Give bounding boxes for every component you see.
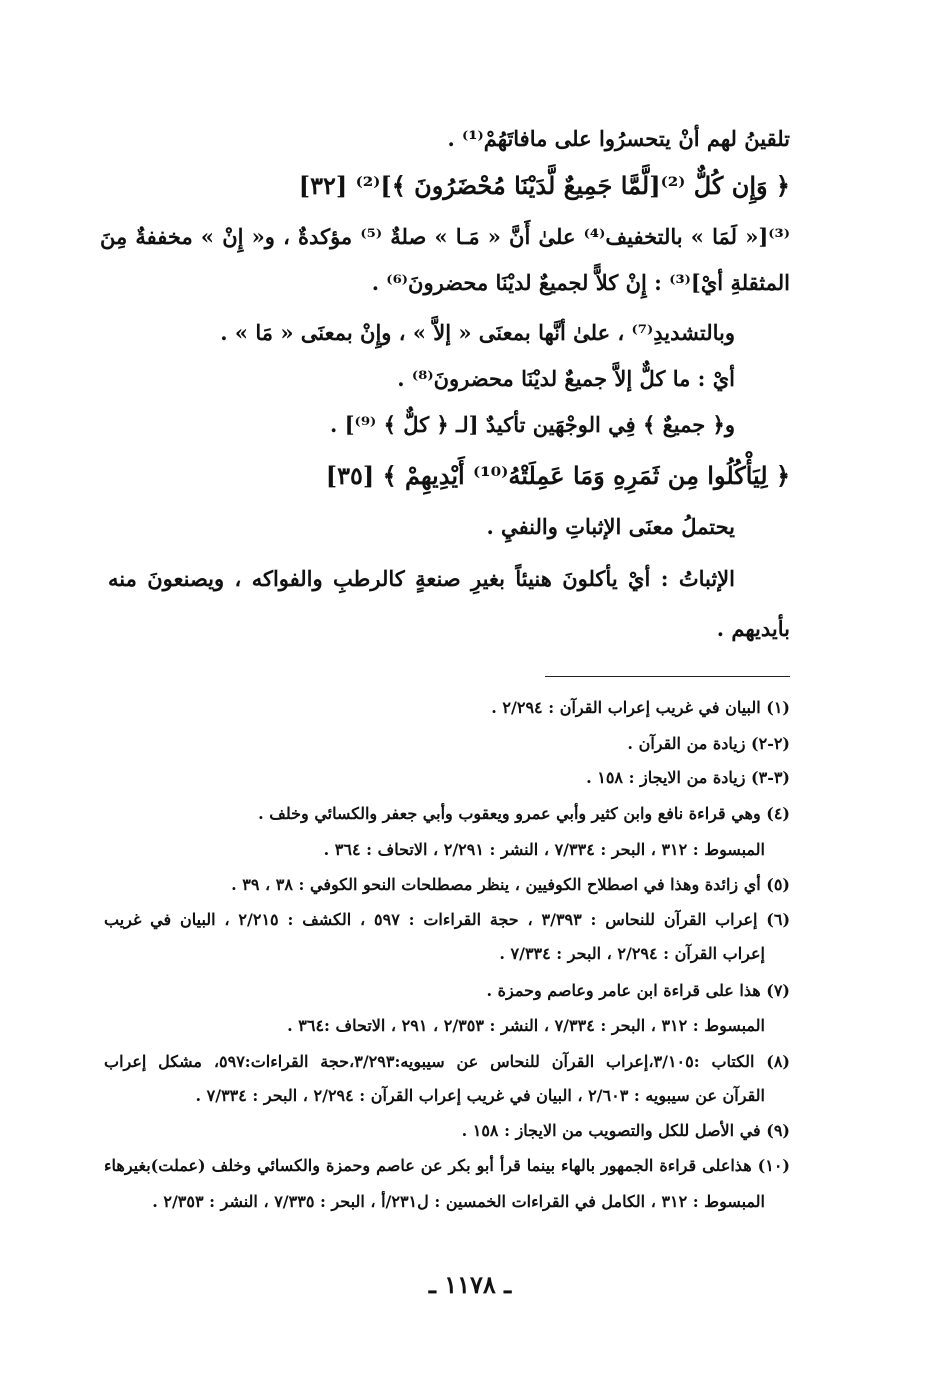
- quran-verse-32: ﴿ وَإِن كُلٌّ ⁽²⁾[لَّمَّا جَمِيعٌ لَّدَيْنَا مُحْضَرُونَ ﴾]⁽²⁾ [٣٢]: [298, 171, 790, 200]
- footnote-10-cont: المبسوط : ٣١٢ ، الكامل في القراءات الخمسين : ل٢٣١/أ ، البحر : ٧/٣٣٥ ، النشر : ٢/٣٥٣ .: [152, 1192, 765, 1211]
- quran-verse-35: ﴿ لِيَأْكُلُوا مِن ثَمَرِهِ وَمَا عَمِلَتْهُ⁽¹⁰⁾ أَيْدِيهِمْ ﴾ [٣٥]: [325, 461, 790, 490]
- footnote-8: (٨) الكتاب :٣/١٠٥،إعراب القرآن للنحاس عن سيبويه:٣/٢٩٣،حجة القراءات:٥٩٧، مشكل إعراب: [104, 1052, 790, 1071]
- footnote-6: (٦) إعراب القرآن للنحاس : ٣/٣٩٣ ، حجة القراءات : ٥٩٧ ، الكشف : ٢/٢١٥ ، البيان في غريب: [104, 910, 791, 929]
- main-line-5: وبالتشديدِ⁽⁷⁾ ، علىٰ أنَّها بمعنَى « إلاَّ » ، وإِنْ بمعنَى « مَا » .: [220, 320, 735, 345]
- footnote-10: (١٠) هذاعلى قراءة الجمهور بالهاء بينما قرأ أبو بكر عن عاصم وحمزة والكسائي وخلف (عملت)بغيرهاء: [104, 1156, 790, 1175]
- main-line-9: يحتملُ معنَى الإثباتِ والنفيِ .: [486, 514, 735, 539]
- main-line-11: بأيديهم .: [716, 616, 790, 641]
- main-line-3: ⁽³⁾[« لَمَا » بالتخفيف⁽⁴⁾ علىٰ أَنَّ « مَـا » صلةٌ ⁽⁵⁾ مؤكدةٌ ، و« إِنْ » مخففةٌ مِنَ: [100, 224, 790, 249]
- footnote-7: (٧) هذا على قراءة ابن عامر وعاصم وحمزة .: [486, 981, 790, 1000]
- main-line-1: تلقينُ لهم أنْ يتحسرُوا على مافاتَهُمْ⁽¹⁾ .: [447, 126, 790, 151]
- footnote-7-cont: المبسوط : ٣١٢ ، البحر : ٧/٣٣٤ ، النشر : ٢/٣٥٣ ، ٢٩١ ، الاتحاف :٣٦٤ .: [287, 1016, 765, 1035]
- footnote-3: (٣-٣) زيادة من الايجاز : ١٥٨ .: [586, 768, 790, 787]
- footnote-separator: [545, 676, 790, 677]
- footnote-8-cont: القرآن عن سيبويه : ٢/٦٠٣ ، البيان في غريب إعراب القرآن : ٢/٢٩٤ ، البحر : ٧/٣٣٤ .: [195, 1086, 765, 1105]
- page-number: ـ ١١٧٨ ـ: [428, 1270, 512, 1299]
- footnote-2: (٢-٢) زيادة من القرآن .: [627, 734, 790, 753]
- main-line-10: الإثباتُ : أيْ يأكلونَ هنيئاً بغيرِ صنعةٍ كالرطبِ والفواكه ، ويصنعونَ منه: [108, 566, 735, 591]
- footnote-5: (٥) أي زائدة وهذا في اصطلاح الكوفيين ، ينظر مصطلحات النحو الكوفي : ٣٨ ، ٣٩ .: [231, 875, 790, 894]
- footnote-4: (٤) وهي قراءة نافع وابن كثير وأبي عمرو ويعقوب وأبي جعفر والكسائي وخلف .: [258, 804, 790, 823]
- footnote-6-cont: إعراب القرآن : ٢/٢٩٤ ، البحر : ٧/٣٣٤ .: [499, 944, 765, 963]
- footnote-9: (٩) في الأصل للكل والتصويب من الايجاز : ١٥٨ .: [461, 1121, 790, 1140]
- footnote-4-cont: المبسوط : ٣١٢ ، البحر : ٧/٣٣٤ ، النشر : ٢/٢٩١ ، الاتحاف : ٣٦٤ .: [323, 840, 765, 859]
- main-line-6: أيْ : ما كلٌّ إلاَّ جميعٌ لديْنَا محضرونَ⁽⁸⁾ .: [397, 366, 735, 391]
- main-line-4: المثقلةِ أيْ]⁽³⁾ : إِنْ كلاًّ لجميعٌ لديْنَا محضرونَ⁽⁶⁾ .: [371, 270, 790, 295]
- footnote-1: (١) البيان في غريب إعراب القرآن : ٢/٢٩٤ .: [491, 698, 790, 717]
- main-line-7: و﴿ جميعٌ ﴾ فِي الوجْهَين تأكيدٌ [لـ ﴿ كلٌّ ﴾ ⁽⁹⁾] .: [330, 412, 735, 437]
